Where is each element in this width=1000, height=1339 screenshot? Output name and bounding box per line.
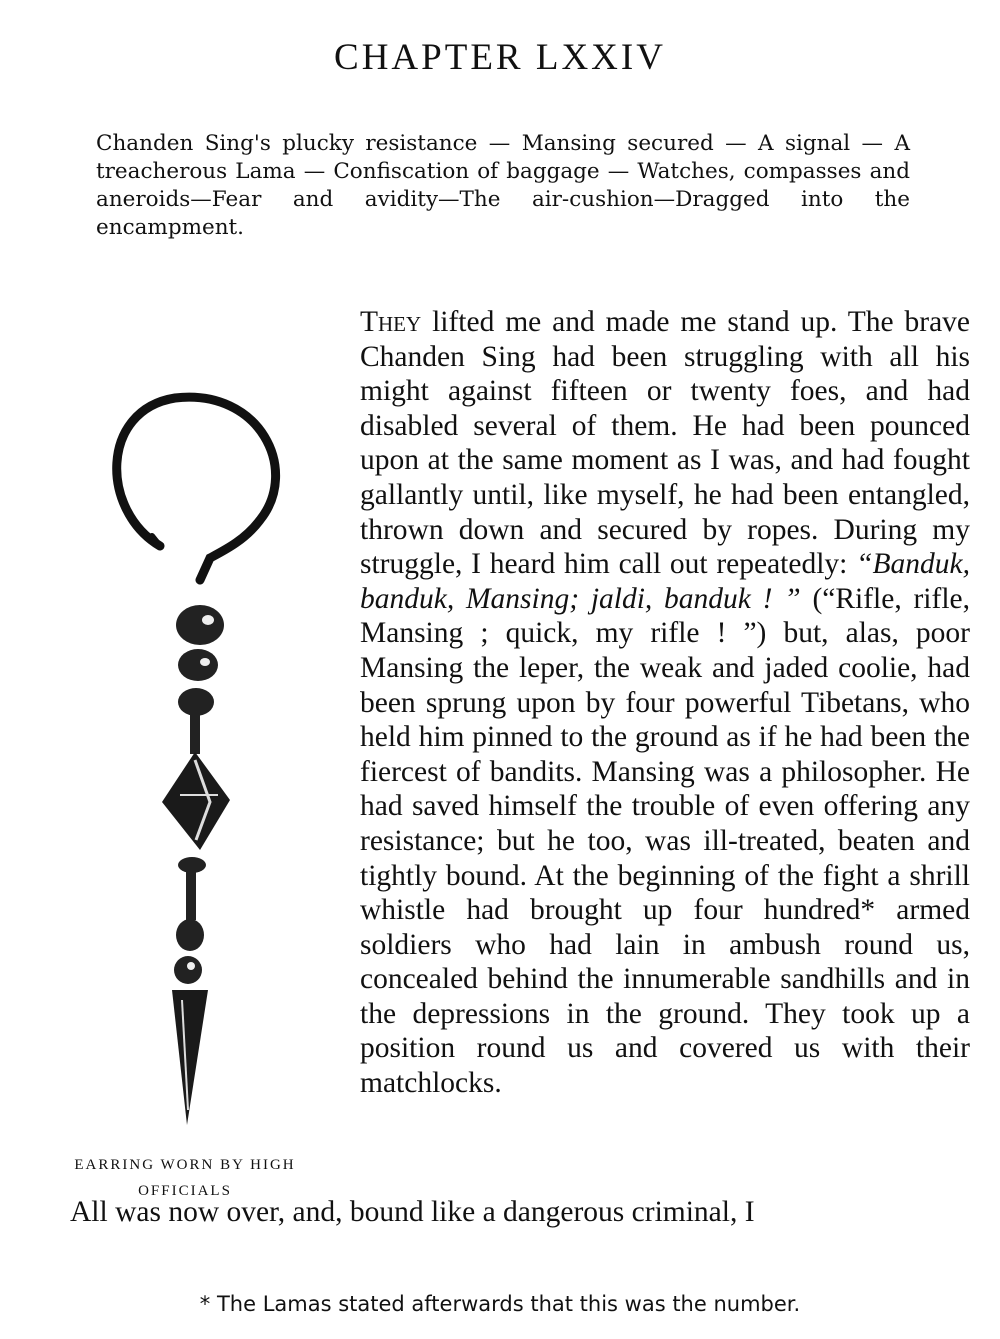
footnote-marker: *: [860, 894, 876, 927]
bead-3: [178, 688, 214, 716]
chapter-title: CHAPTER LXXIV: [334, 37, 666, 78]
caption-line-1: EARRING WORN BY HIGH: [74, 1157, 296, 1173]
hindi-quote: “Banduk, banduk, Mansing; jaldi, banduk ! ”: [360, 548, 970, 615]
paragraph-2: All was now over, and, bound like a dangerous criminal, I: [70, 1196, 755, 1228]
body-part-3: armed soldiers who had lain in ambush round us, concealed behind the innumerable sandhills and in the depressions in the ground. They took up a position round us and covered us with their matchlocks.: [360, 894, 970, 1100]
bead-5: [174, 956, 202, 984]
bead-1: [176, 605, 224, 645]
lead-word: They: [360, 306, 422, 338]
caption-line-2: OFFICIALS: [138, 1183, 232, 1199]
chapter-synopsis: Chanden Sing's plucky resistance — Mansing secured — A signal — A treacherous Lama — Confiscation of baggage — Watches, compasses and aneroids—Fear and avidity—The air-cushion—Dragged into the encampment.: [96, 131, 910, 240]
figure-caption: [30, 1152, 340, 1204]
bead-4: [176, 919, 204, 951]
footnote: * The Lamas stated afterwards that this was the number.: [199, 1292, 801, 1316]
earring-illustration: [60, 340, 330, 1140]
body-part-2: (“Rifle, rifle, Mansing ; quick, my rifle ! ”) but, alas, poor Mansing the leper, the weak and jaded coolie, had been sprung upon by four powerful Tibetans, who held him pinned to the ground as if he had been the fiercest of bandits. Mansing was a philosopher. He had saved himself the trouble of even offering any resistance; but he too, was ill-treated, beaten and tightly bound. At the beginning of the fight a shrill whistle had brought up four hundred: [360, 582, 970, 927]
body-part-1: lifted me and made me stand up. The brave Chanden Sing had been struggling with all his might against fifteen or twenty foes, and had disabled several of them. He had been pounced upon at the same moment as I was, and had fought gallantly until, like myself, he had been entangled, thrown down and secured by ropes. During my struggle, I heard him call out repeatedly:: [360, 306, 970, 581]
earring-hook: [117, 397, 276, 580]
bead-2: [178, 649, 218, 681]
pendant-spike: [172, 990, 208, 1125]
